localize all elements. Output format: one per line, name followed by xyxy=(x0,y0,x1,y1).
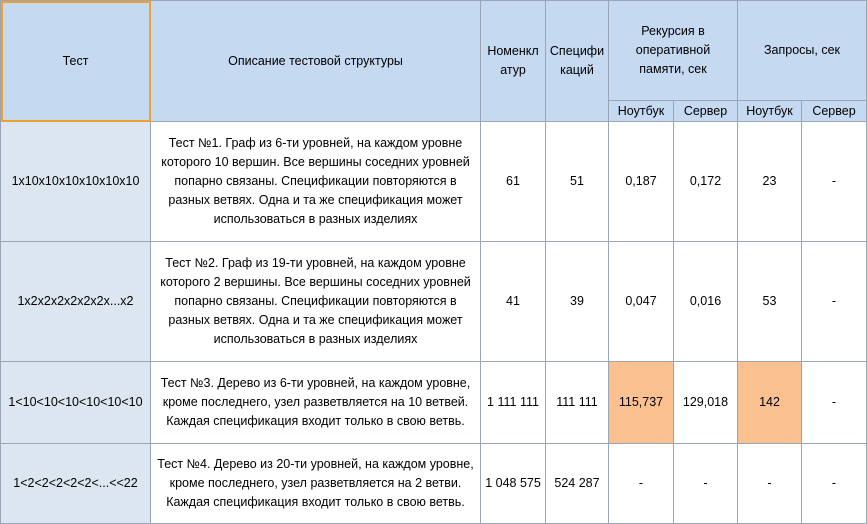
rec-laptop-cell[interactable]: - xyxy=(609,444,674,524)
header-rec-server[interactable]: Сервер xyxy=(674,101,738,122)
header-row-top xyxy=(1,1,867,101)
rec-server-cell[interactable]: 0,172 xyxy=(674,122,738,242)
q-server-cell[interactable]: - xyxy=(802,444,867,524)
nomenclature-cell[interactable]: 1 111 111 xyxy=(481,362,546,444)
rec-laptop-cell[interactable]: 0,187 xyxy=(609,122,674,242)
table-row xyxy=(1,444,867,524)
specifications-cell[interactable]: 524 287 xyxy=(546,444,609,524)
header-queries[interactable]: Запросы, сек xyxy=(738,1,867,101)
nomenclature-cell[interactable]: 1 048 575 xyxy=(481,444,546,524)
q-server-cell[interactable]: - xyxy=(802,122,867,242)
rec-laptop-cell-highlighted[interactable]: 115,737 xyxy=(609,362,674,444)
q-laptop-cell[interactable]: - xyxy=(738,444,802,524)
rec-server-cell[interactable]: 129,018 xyxy=(674,362,738,444)
table-row xyxy=(1,362,867,444)
q-server-cell[interactable]: - xyxy=(802,362,867,444)
rec-laptop-cell[interactable]: 0,047 xyxy=(609,242,674,362)
q-server-cell[interactable]: - xyxy=(802,242,867,362)
rec-server-cell[interactable]: - xyxy=(674,444,738,524)
specifications-cell[interactable]: 51 xyxy=(546,122,609,242)
description-cell[interactable]: Тест №1. Граф из 6-ти уровней, на каждом уровне которого 10 вершин. Все вершины соседних уровней попарно связаны. Спецификации повторяются в разных ветвях. Одна и та же спецификация может использоваться в разных изделиях xyxy=(151,122,481,242)
nomenclature-cell[interactable]: 61 xyxy=(481,122,546,242)
test-cell[interactable]: 1<10<10<10<10<10<10 xyxy=(1,362,151,444)
description-cell[interactable]: Тест №3. Дерево из 6-ти уровней, на каждом уровне, кроме последнего, узел разветвляется на 10 ветвей. Каждая спецификация входит только в свою ветвь. xyxy=(151,362,481,444)
header-rec-laptop[interactable]: Ноутбук xyxy=(609,101,674,122)
q-laptop-cell-highlighted[interactable]: 142 xyxy=(738,362,802,444)
q-laptop-cell[interactable]: 23 xyxy=(738,122,802,242)
nomenclature-cell[interactable]: 41 xyxy=(481,242,546,362)
specifications-cell[interactable]: 39 xyxy=(546,242,609,362)
test-cell[interactable]: 1x2x2x2x2x2x2x...x2 xyxy=(1,242,151,362)
description-cell[interactable]: Тест №2. Граф из 19-ти уровней, на каждом уровне которого 2 вершины. Все вершины соседних уровней попарно связаны. Спецификации повторяются в разных ветвях. Одна и та же спецификация может использоваться в разных изделиях xyxy=(151,242,481,362)
table-row xyxy=(1,242,867,362)
header-q-laptop[interactable]: Ноутбук xyxy=(738,101,802,122)
q-laptop-cell[interactable]: 53 xyxy=(738,242,802,362)
header-nomenclature[interactable]: Номенклатур xyxy=(481,1,546,122)
specifications-cell[interactable]: 111 111 xyxy=(546,362,609,444)
rec-server-cell[interactable]: 0,016 xyxy=(674,242,738,362)
table-row xyxy=(1,122,867,242)
description-cell[interactable]: Тест №4. Дерево из 20-ти уровней, на каждом уровне, кроме последнего, узел разветвляется на 2 ветви. Каждая спецификация входит только в свою ветвь. xyxy=(151,444,481,524)
header-description[interactable]: Описание тестовой структуры xyxy=(151,1,481,122)
test-cell[interactable]: 1x10x10x10x10x10x10 xyxy=(1,122,151,242)
header-specifications[interactable]: Спецификаций xyxy=(546,1,609,122)
test-cell[interactable]: 1<2<2<2<2<2<...<<22 xyxy=(1,444,151,524)
header-test[interactable]: Тест xyxy=(1,1,151,122)
header-q-server[interactable]: Сервер xyxy=(802,101,867,122)
header-recursion[interactable]: Рекурсия в оперативной памяти, сек xyxy=(609,1,738,101)
